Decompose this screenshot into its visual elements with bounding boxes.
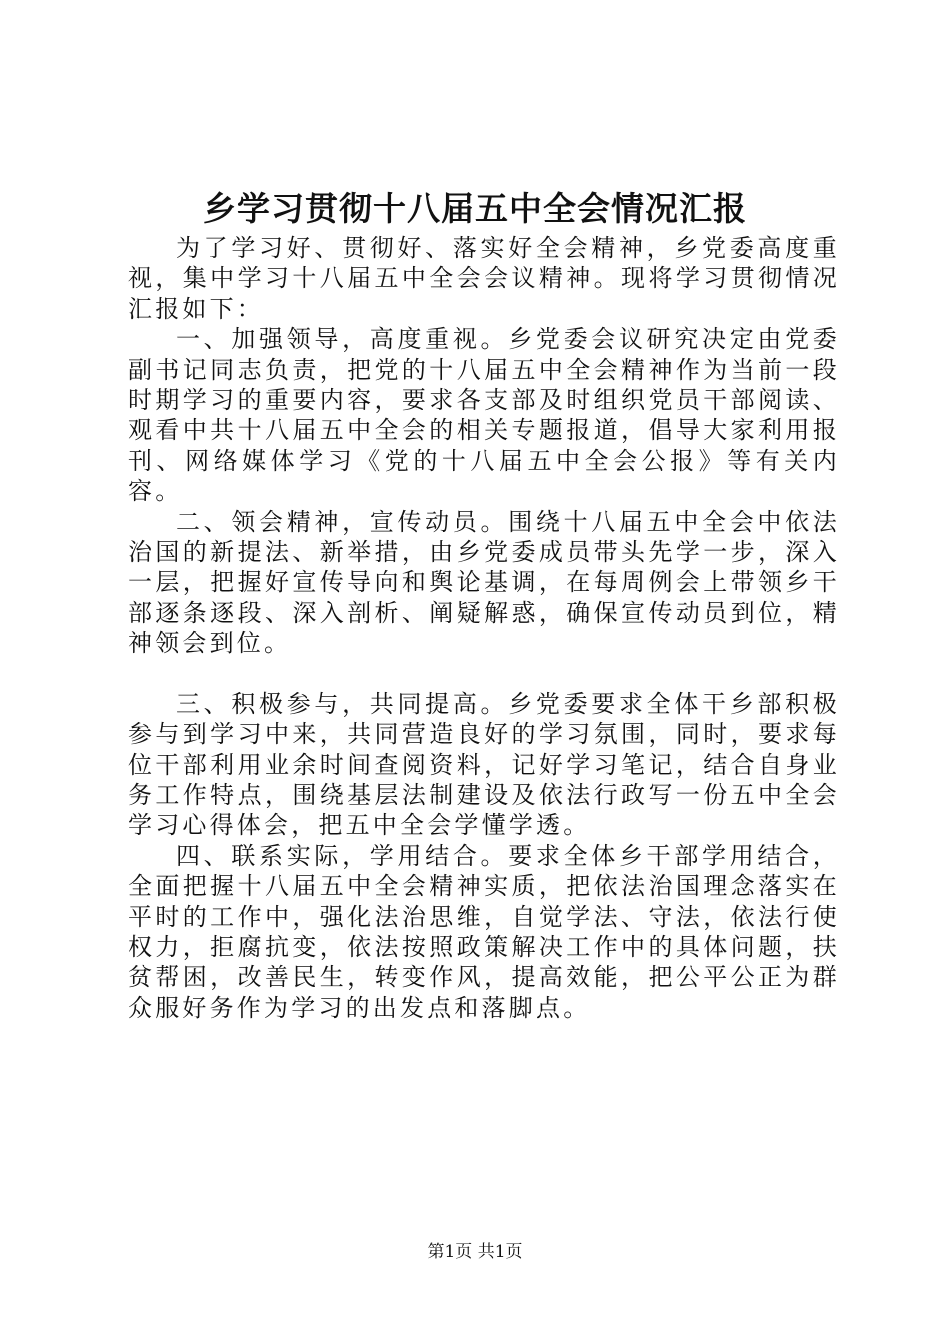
paragraph-section-1: 一、加强领导，高度重视。乡党委会议研究决定由党委副书记同志负责，把党的十八届五中全会精神作为当前一段时期学习的重要内容，要求各支部及时组织党员干部阅读、观看中共十八届五中全会的相关专题报道，倡导大家利用报刊、网络媒体学习《党的十八届五中全会公报》等有关内容。: [128, 325, 840, 506]
paragraph-section-2: 二、领会精神，宣传动员。围绕十八届五中全会中依法治国的新提法、新举措，由乡党委成员带头先学一步，深入一层，把握好宣传导向和舆论基调，在每周例会上带领乡干部逐条逐段、深入剖析、阐疑解惑，确保宣传动员到位，精神领会到位。: [128, 507, 840, 658]
document-body: [128, 233, 840, 1023]
document-title: 乡学习贯彻十八届五中全会情况汇报: [203, 189, 747, 228]
page-number-footer: 第1页 共1页: [427, 1242, 523, 1262]
paragraph-section-4: 四、联系实际，学用结合。要求全体乡干部学用结合，全面把握十八届五中全会精神实质，把依法治国理念落实在平时的工作中，强化法治思维，自觉学法、守法，依法行使权力，拒腐抗变，依法按照政策解决工作中的具体问题，扶贫帮困，改善民生，转变作风，提高效能，把公平公正为群众服好务作为学习的出发点和落脚点。: [128, 841, 840, 1022]
paragraph-section-3: 三、积极参与，共同提高。乡党委要求全体干乡部积极参与到学习中来，共同营造良好的学习氛围，同时，要求每位干部利用业余时间查阅资料，记好学习笔记，结合自身业务工作特点，围绕基层法制建设及依法行政写一份五中全会学习心得体会，把五中全会学懂学透。: [128, 689, 840, 840]
paragraph-intro: 为了学习好、贯彻好、落实好全会精神，乡党委高度重视，集中学习十八届五中全会会议精神。现将学习贯彻情况汇报如下：: [128, 234, 840, 323]
